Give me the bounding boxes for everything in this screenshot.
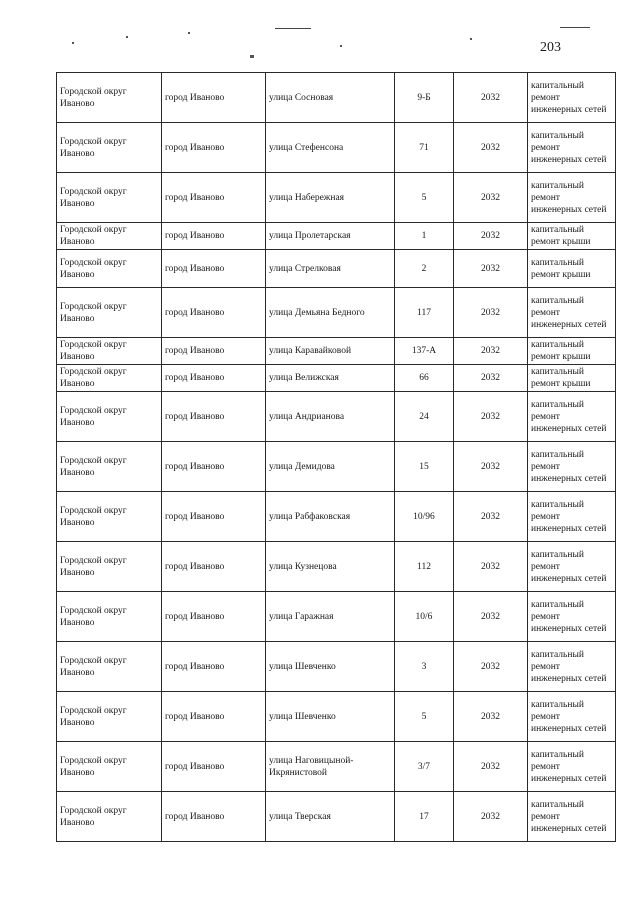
work-type-cell: капитальный ремонт крыши	[528, 365, 616, 392]
work-type-cell: капитальный ремонт инженерных сетей	[528, 73, 616, 123]
city-cell: город Иваново	[162, 73, 266, 123]
table-row	[57, 223, 616, 250]
street-cell: улица Стрелковая	[266, 250, 395, 288]
street-cell: улица Сосновая	[266, 73, 395, 123]
table-row	[57, 592, 616, 642]
street-cell: улица Тверская	[266, 792, 395, 842]
district-cell: Городской округ Иваново	[57, 592, 162, 642]
house-cell: 112	[395, 542, 454, 592]
table-row	[57, 288, 616, 338]
work-type-cell: капитальный ремонт инженерных сетей	[528, 642, 616, 692]
district-cell: Городской округ Иваново	[57, 492, 162, 542]
district-cell: Городской округ Иваново	[57, 542, 162, 592]
city-cell: город Иваново	[162, 642, 266, 692]
scan-dot	[250, 55, 254, 58]
district-cell: Городской округ Иваново	[57, 173, 162, 223]
city-cell: город Иваново	[162, 742, 266, 792]
work-type-cell: капитальный ремонт инженерных сетей	[528, 492, 616, 542]
house-cell: 3/7	[395, 742, 454, 792]
house-cell: 9-Б	[395, 73, 454, 123]
year-cell: 2032	[454, 592, 528, 642]
city-cell: город Иваново	[162, 442, 266, 492]
work-type-cell: капитальный ремонт инженерных сетей	[528, 592, 616, 642]
house-cell: 1	[395, 223, 454, 250]
house-cell: 15	[395, 442, 454, 492]
city-cell: город Иваново	[162, 792, 266, 842]
page-number: 203	[540, 40, 561, 55]
city-cell: город Иваново	[162, 338, 266, 365]
table-row	[57, 642, 616, 692]
work-type-cell: капитальный ремонт инженерных сетей	[528, 442, 616, 492]
district-cell: Городской округ Иваново	[57, 338, 162, 365]
street-cell: улица Кузнецова	[266, 542, 395, 592]
house-cell: 10/6	[395, 592, 454, 642]
city-cell: город Иваново	[162, 392, 266, 442]
work-type-cell: капитальный ремонт крыши	[528, 250, 616, 288]
table-row	[57, 365, 616, 392]
street-cell: улица Набережная	[266, 173, 395, 223]
year-cell: 2032	[454, 223, 528, 250]
district-cell: Городской округ Иваново	[57, 365, 162, 392]
table-row	[57, 792, 616, 842]
work-type-cell: капитальный ремонт инженерных сетей	[528, 173, 616, 223]
year-cell: 2032	[454, 792, 528, 842]
city-cell: город Иваново	[162, 542, 266, 592]
street-cell: улица Гаражная	[266, 592, 395, 642]
year-cell: 2032	[454, 365, 528, 392]
street-cell: улица Шевченко	[266, 642, 395, 692]
table-row	[57, 250, 616, 288]
city-cell: город Иваново	[162, 250, 266, 288]
year-cell: 2032	[454, 692, 528, 742]
year-cell: 2032	[454, 250, 528, 288]
district-cell: Городской округ Иваново	[57, 223, 162, 250]
house-cell: 24	[395, 392, 454, 442]
street-cell: улица Андрианова	[266, 392, 395, 442]
scan-dot	[340, 45, 342, 47]
street-cell: улица Наговицыной-Икрянистовой	[266, 742, 395, 792]
house-cell: 10/96	[395, 492, 454, 542]
scan-mark	[560, 27, 590, 28]
table-row	[57, 442, 616, 492]
work-type-cell: капитальный ремонт крыши	[528, 338, 616, 365]
work-type-cell: капитальный ремонт инженерных сетей	[528, 123, 616, 173]
house-cell: 5	[395, 692, 454, 742]
house-cell: 2	[395, 250, 454, 288]
street-cell: улица Велижская	[266, 365, 395, 392]
city-cell: город Иваново	[162, 692, 266, 742]
year-cell: 2032	[454, 392, 528, 442]
district-cell: Городской округ Иваново	[57, 442, 162, 492]
scan-dot	[470, 38, 472, 40]
year-cell: 2032	[454, 338, 528, 365]
work-type-cell: капитальный ремонт крыши	[528, 223, 616, 250]
work-type-cell: капитальный ремонт инженерных сетей	[528, 288, 616, 338]
city-cell: город Иваново	[162, 173, 266, 223]
district-cell: Городской округ Иваново	[57, 392, 162, 442]
street-cell: улица Каравайковой	[266, 338, 395, 365]
year-cell: 2032	[454, 442, 528, 492]
housing-repair-table	[56, 72, 616, 842]
year-cell: 2032	[454, 642, 528, 692]
district-cell: Городской округ Иваново	[57, 123, 162, 173]
year-cell: 2032	[454, 492, 528, 542]
scan-dot	[72, 42, 74, 44]
house-cell: 71	[395, 123, 454, 173]
street-cell: улица Демидова	[266, 442, 395, 492]
street-cell: улица Пролетарская	[266, 223, 395, 250]
city-cell: город Иваново	[162, 365, 266, 392]
work-type-cell: капитальный ремонт инженерных сетей	[528, 392, 616, 442]
work-type-cell: капитальный ремонт инженерных сетей	[528, 792, 616, 842]
table-row	[57, 392, 616, 442]
city-cell: город Иваново	[162, 288, 266, 338]
scan-mark	[275, 28, 311, 29]
district-cell: Городской округ Иваново	[57, 792, 162, 842]
city-cell: город Иваново	[162, 123, 266, 173]
city-cell: город Иваново	[162, 592, 266, 642]
house-cell: 17	[395, 792, 454, 842]
work-type-cell: капитальный ремонт инженерных сетей	[528, 742, 616, 792]
district-cell: Городской округ Иваново	[57, 692, 162, 742]
year-cell: 2032	[454, 742, 528, 792]
house-cell: 137-А	[395, 338, 454, 365]
house-cell: 117	[395, 288, 454, 338]
table-row	[57, 742, 616, 792]
street-cell: улица Демьяна Бедного	[266, 288, 395, 338]
table-row	[57, 123, 616, 173]
street-cell: улица Шевченко	[266, 692, 395, 742]
year-cell: 2032	[454, 288, 528, 338]
city-cell: город Иваново	[162, 223, 266, 250]
work-type-cell: капитальный ремонт инженерных сетей	[528, 542, 616, 592]
table-row	[57, 542, 616, 592]
year-cell: 2032	[454, 542, 528, 592]
district-cell: Городской округ Иваново	[57, 288, 162, 338]
street-cell: улица Рабфаковская	[266, 492, 395, 542]
table-row	[57, 692, 616, 742]
table-row	[57, 492, 616, 542]
street-cell: улица Стефенсона	[266, 123, 395, 173]
scan-dot	[126, 36, 128, 38]
scan-dot	[188, 32, 190, 34]
work-type-cell: капитальный ремонт инженерных сетей	[528, 692, 616, 742]
table-row	[57, 173, 616, 223]
year-cell: 2032	[454, 123, 528, 173]
year-cell: 2032	[454, 173, 528, 223]
house-cell: 3	[395, 642, 454, 692]
table-row	[57, 73, 616, 123]
district-cell: Городской округ Иваново	[57, 642, 162, 692]
city-cell: город Иваново	[162, 492, 266, 542]
year-cell: 2032	[454, 73, 528, 123]
district-cell: Городской округ Иваново	[57, 250, 162, 288]
house-cell: 5	[395, 173, 454, 223]
district-cell: Городской округ Иваново	[57, 73, 162, 123]
district-cell: Городской округ Иваново	[57, 742, 162, 792]
house-cell: 66	[395, 365, 454, 392]
table-row	[57, 338, 616, 365]
